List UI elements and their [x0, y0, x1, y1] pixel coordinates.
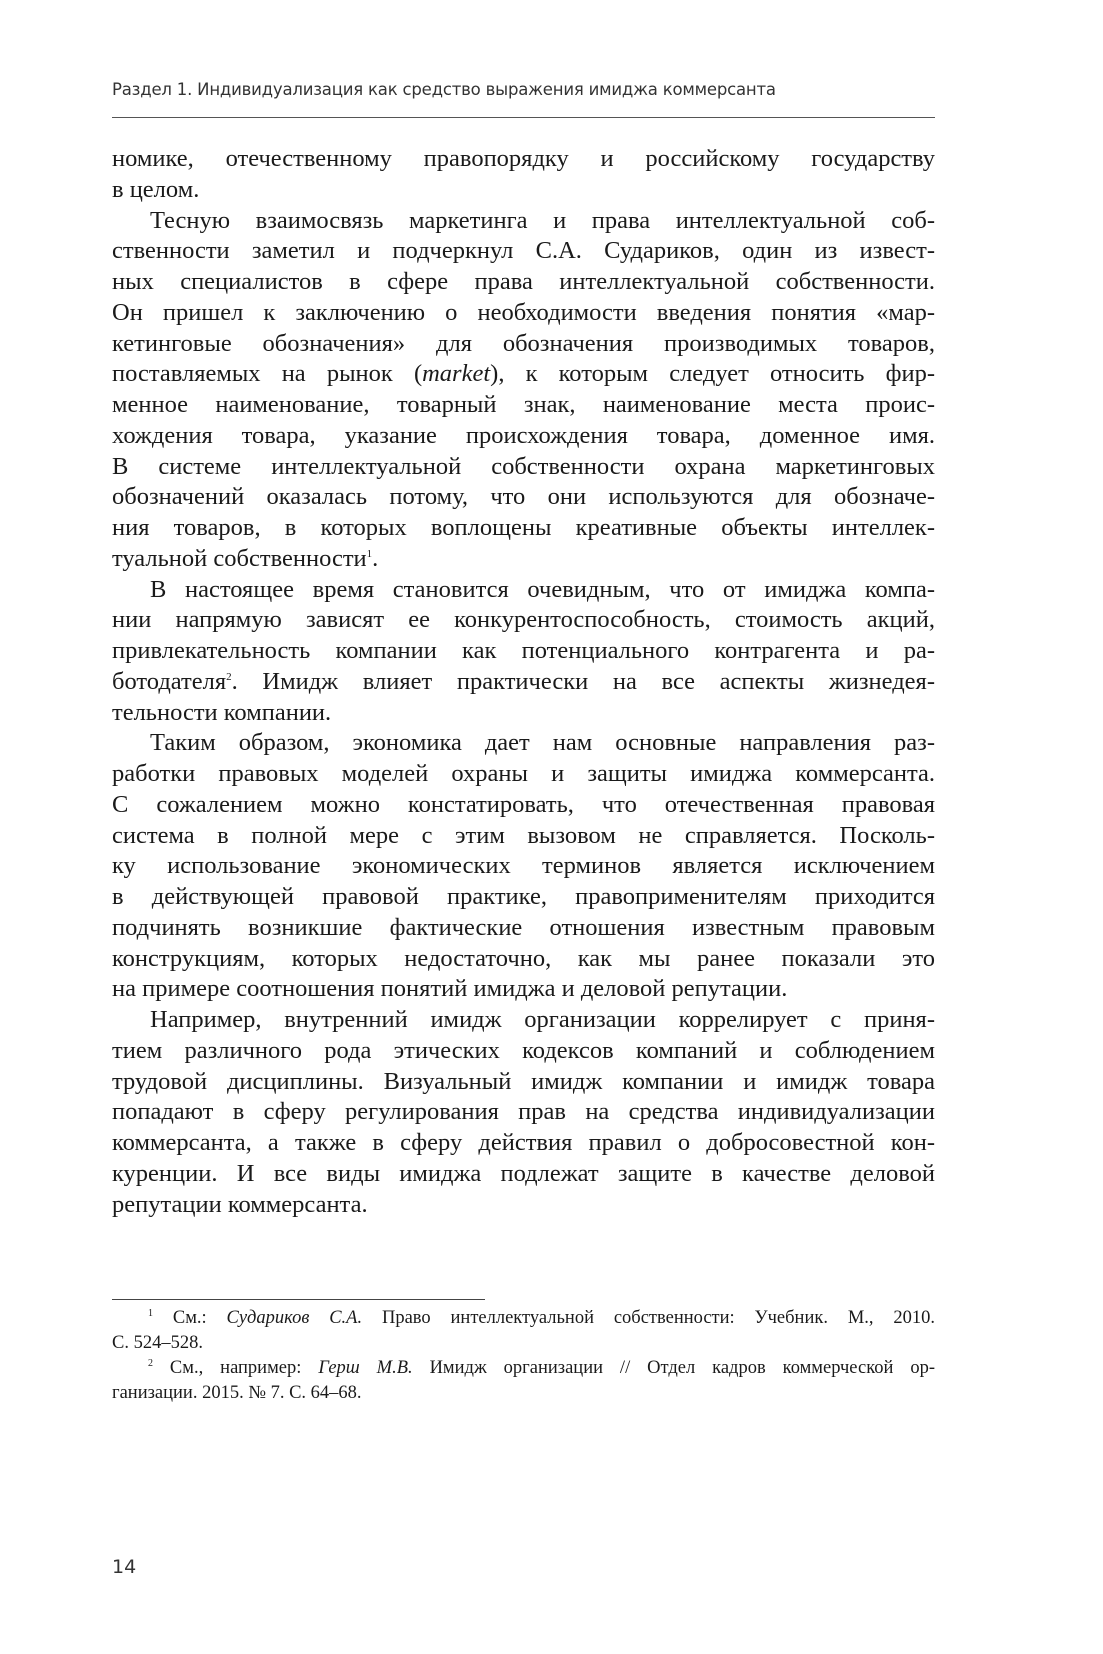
text-line	[112, 1128, 935, 1159]
text-line	[112, 1036, 935, 1067]
text-segment: туальной собственности	[112, 544, 367, 572]
text-segment: подчинять возникшие фактические отношения известным правовым	[112, 913, 935, 941]
text-segment: менное наименование, товарный знак, наименование места проис-	[112, 391, 935, 418]
text-segment: Право интеллектуальной собственности: Учебник. М., 2010.	[362, 1308, 936, 1328]
text-line	[112, 1356, 935, 1381]
italic-text: market	[422, 360, 491, 388]
text-line	[112, 421, 935, 452]
text-segment: См.:	[153, 1308, 227, 1328]
paragraph	[112, 728, 935, 1005]
text-line	[112, 1067, 935, 1098]
text-segment: в действующей правовой практике, правоприменителям приходится	[112, 883, 935, 910]
text-line	[112, 728, 935, 759]
footnote-marker: 1	[148, 1308, 153, 1319]
text-line	[112, 974, 935, 1005]
text-line	[112, 267, 935, 298]
text-segment: С. 524–528.	[112, 1333, 203, 1353]
text-segment: тием различного рода этических кодексов компаний и соблюдением	[112, 1036, 935, 1064]
text-segment: попадают в сферу регулирования прав на средства индивидуализации	[112, 1098, 935, 1126]
text-line	[112, 790, 935, 821]
text-line	[112, 1005, 935, 1036]
text-line	[112, 175, 935, 206]
text-line	[112, 882, 935, 913]
text-segment: обозначений оказалась потому, что они используются для обозначе-	[112, 483, 935, 511]
text-line	[112, 821, 935, 852]
text-segment: трудовой дисциплины. Визуальный имидж компании и имидж товара	[112, 1067, 935, 1095]
text-line	[112, 206, 935, 237]
text-line	[112, 605, 935, 636]
text-segment: тельности компании.	[112, 698, 332, 726]
text-segment: поставляемых на рынок (	[112, 360, 423, 388]
paragraph	[112, 1005, 935, 1220]
text-segment: в целом.	[112, 175, 200, 203]
text-segment: Таким образом, экономика дает нам основные направления раз-	[150, 729, 935, 757]
text-segment: ботодателя	[112, 667, 227, 695]
text-segment: С сожалением можно констатировать, что отечественная правовая	[112, 790, 935, 818]
text-line	[112, 1381, 935, 1406]
text-segment: Например, внутренний имидж организации коррелирует с приня-	[150, 1006, 935, 1033]
text-segment: ), к которым следует относить фир-	[490, 360, 935, 388]
text-line	[112, 698, 935, 729]
text-line	[112, 944, 935, 975]
text-line	[112, 482, 935, 513]
text-segment: коммерсанта, а также в сферу действия правил о добросовестной кон-	[112, 1129, 935, 1156]
page-number: 14	[112, 1556, 137, 1578]
text-segment: ных специалистов в сфере права интеллектуальной собственности.	[112, 268, 935, 295]
text-segment: В настоящее время становится очевидным, что от имиджа компа-	[150, 575, 935, 603]
text-segment: на примере соотношения понятий имиджа и деловой репутации.	[112, 975, 788, 1003]
text-segment: репутации коммерсанта.	[112, 1190, 368, 1218]
text-line	[112, 236, 935, 267]
text-segment: номике, отечественному правопорядку и российскому государству	[112, 145, 935, 172]
footnote	[112, 1356, 935, 1406]
footnote-marker: 2	[148, 1358, 153, 1369]
text-line	[112, 359, 935, 390]
italic-text: Герш М.В.	[318, 1358, 413, 1378]
footnote	[112, 1306, 935, 1356]
text-segment: привлекательность компании как потенциального контрагента и ра-	[112, 637, 935, 664]
text-line	[112, 1190, 935, 1221]
text-segment: конструкциям, которых недостаточно, как мы ранее показали это	[112, 944, 935, 972]
text-segment: ку использование экономических терминов является исключением	[112, 852, 935, 880]
text-segment: система в полной мере с этим вызовом не справляется. Посколь-	[112, 821, 935, 849]
footnotes	[112, 1306, 935, 1406]
text-segment: ния товаров, в которых воплощены креативные объекты интеллек-	[112, 514, 935, 541]
text-line	[112, 544, 935, 575]
footnote-rule	[112, 1299, 485, 1300]
text-segment: Имидж организации // Отдел кадров коммерческой ор-	[412, 1358, 935, 1378]
text-segment: нии напрямую зависят ее конкурентоспособность, стоимость акций,	[112, 606, 935, 634]
paragraph	[112, 575, 935, 729]
text-segment: ственности заметил и подчеркнул С.А. Судариков, один из извест-	[112, 237, 935, 265]
text-line	[112, 298, 935, 329]
text-segment: Он пришел к заключению о необходимости введения понятия «мар-	[112, 298, 935, 326]
body-text	[112, 144, 935, 1220]
paragraph	[112, 144, 935, 206]
footnote-marker: 2	[226, 670, 232, 683]
text-line	[112, 913, 935, 944]
text-segment: работки правовых моделей охраны и защиты имиджа коммерсанта.	[112, 760, 935, 787]
text-line	[112, 452, 935, 483]
footnote-marker: 1	[366, 547, 373, 560]
text-line	[112, 1097, 935, 1128]
text-line	[112, 1159, 935, 1190]
text-line	[112, 851, 935, 882]
running-header: Раздел 1. Индивидуализация как средство выражения имиджа коммерсанта	[112, 80, 776, 99]
text-segment: ганизации. 2015. № 7. С. 64–68.	[112, 1383, 362, 1403]
text-segment: В системе интеллектуальной собственности охрана маркетинговых	[112, 452, 935, 480]
text-line	[112, 636, 935, 667]
text-segment: хождения товара, указание происхождения товара, доменное имя.	[112, 421, 935, 449]
text-line	[112, 513, 935, 544]
text-line	[112, 575, 935, 606]
text-segment: . Имидж влияет практически на все аспекты жизнедея-	[231, 667, 935, 695]
text-line	[112, 329, 935, 360]
text-segment: Тесную взаимосвязь маркетинга и права интеллектуальной соб-	[150, 206, 935, 234]
text-segment: куренции. И все виды имиджа подлежат защите в качестве деловой	[112, 1159, 935, 1187]
text-line	[112, 1331, 935, 1356]
paragraph	[112, 206, 935, 575]
text-line	[112, 390, 935, 421]
header-rule	[112, 117, 935, 118]
text-segment: См., например:	[153, 1358, 319, 1378]
text-line	[112, 667, 935, 698]
text-segment: кетинговые обозначения» для обозначения производимых товаров,	[112, 329, 935, 357]
text-line	[112, 144, 935, 175]
italic-text: Судариков С.А.	[226, 1308, 363, 1328]
text-segment: .	[372, 544, 379, 572]
text-line	[112, 759, 935, 790]
text-line	[112, 1306, 935, 1331]
